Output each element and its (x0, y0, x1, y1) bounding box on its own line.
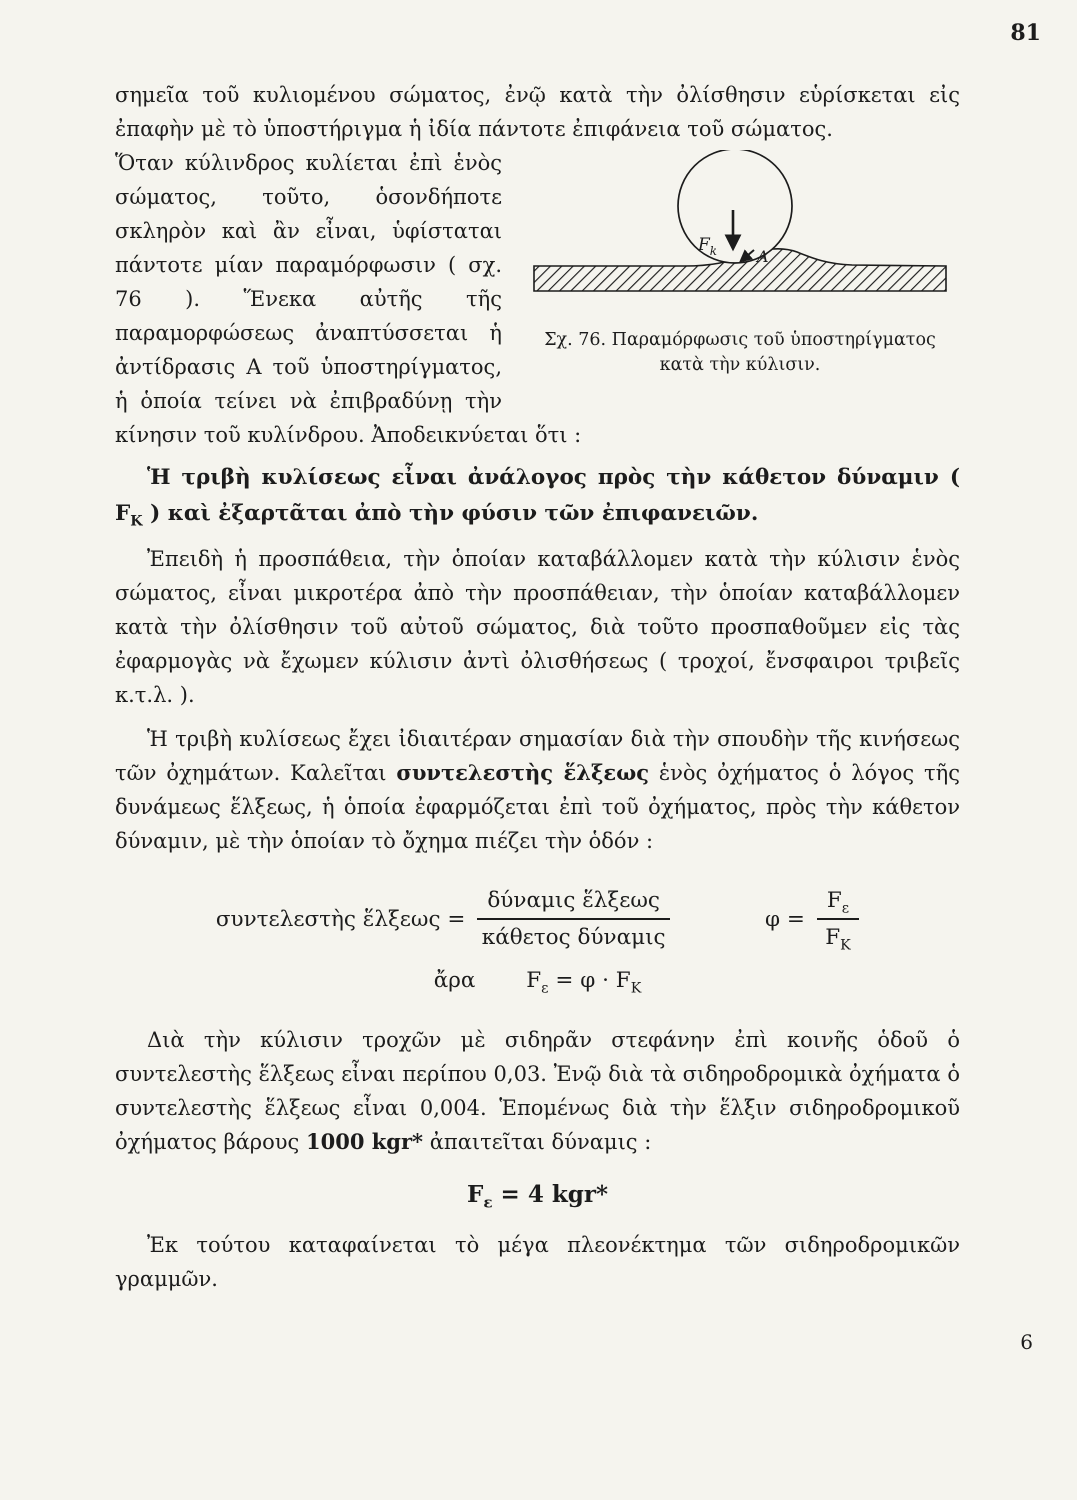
figure-76-drawing (530, 150, 950, 318)
result-equation: $F_\varepsilon = 4$ kgr* (466, 1181, 609, 1212)
subscript-epsilon: ε (541, 980, 549, 997)
paragraph-intro: σημεῖα τοῦ κυλιομένου σώματος, ἐνῷ κατὰ τὴν ὀλίσθησιν εὑρίσκεται εἰς ἐπαφὴν μὲ τὸ ὑποστήριγμα ἡ ἰδία πάντοτε ἐπιφάνεια τοῦ σώματος. (115, 83, 960, 141)
fe-equation: $F_\varepsilon = \varphi \cdot F_K$ (526, 968, 642, 997)
paragraph-traction: Ἡ τριβὴ κυλίσεως ἔχει ἰδιαιτέραν σημασίαν διὰ τὴν σπουδὴν τῆς κινήσεως τῶν ὀχημάτων. Καλεῖται συντελεστὴς ἕλξεως ἑνὸς ὀχήματος ὁ λόγος τῆς δυνάμεως ἕλξεως, ἡ ὁποία ἐφαρμόζεται ἐπὶ τοῦ ὀχήματος, πρὸς τὴν κάθετον δύναμιν, μὲ τὴν ὁποίαν τὸ ὄχημα πιέζει τὴν ὁδόν : (115, 727, 960, 853)
subscript-kappa: Κ (130, 513, 143, 530)
subscript-kappa: Κ (630, 980, 642, 997)
force-label-fk: $F_k$ (698, 235, 718, 258)
cylinder-circle (678, 150, 792, 263)
traction-coefficient-formula (115, 888, 960, 954)
figure-76 (520, 150, 960, 378)
subscript-kappa: Κ (840, 937, 851, 954)
phi-definition: φ = $\frac{F_\varepsilon}{F_K}$ (765, 888, 859, 950)
contact-label-a: A (757, 247, 769, 266)
subscript-epsilon: ε (841, 900, 850, 917)
law-statement: Ἡ τριβὴ κυλίσεως εἶναι ἀνάλογος πρὸς τὴν κάθετον δύναμιν ( $F_K$ ) καὶ ἐξαρτᾶται ἀπὸ τὴν φύσιν τῶν ἐπιφανειῶν. (115, 465, 960, 530)
rolling-section (115, 146, 960, 452)
phi-fraction: $\frac{F_\varepsilon}{F_K}$ (817, 888, 859, 950)
formula-lhs: συντελεστὴς ἕλξεως = $\frac{\text{δύναμις ἕλξεως}}{\text{κάθετος δύναμις}}$ (216, 888, 670, 950)
term-traction-coefficient: συντελεστὴς ἕλξεως (396, 760, 649, 785)
paragraph-final: Ἐκ τούτου καταφαίνεται τὸ μέγα πλεονέκτημα τῶν σιδηροδρομικῶν γραμμῶν. (115, 1233, 960, 1291)
paragraph-effort: Ἐπειδὴ ἡ προσπάθεια, τὴν ὁποίαν καταβάλλομεν κατὰ τὴν κύλισιν ἑνὸς σώματος, εἶναι μικροτέρα ἀπὸ τὴν προσπάθειαν, τὴν ὁποίαν καταβάλλομεν κατὰ τὴν ὀλίσθησιν τοῦ αὐτοῦ σώματος, διὰ τοῦτο προσπαθοῦμεν εἰς τὰς ἐφαρμογὰς νὰ ἔχωμεν κύλισιν ἀντὶ ὀλισθήσεως ( τροχοί, ἔνσφαιροι τριβεῖς κ.τ.λ. ). (115, 547, 960, 707)
weight-value: 1000 kgr* (306, 1129, 424, 1154)
page-number: 81 (1010, 20, 1041, 46)
consequence-equation: ἄρα $F_\varepsilon = \varphi \cdot F_K$ (433, 968, 642, 997)
paragraph-values: Διὰ τὴν κύλισιν τροχῶν μὲ σιδηρᾶν στεφάνην ἐπὶ κοινῆς ὁδοῦ ὁ συντελεστὴς ἕλξεως εἶναι περίπου 0,03. Ἐνῷ διὰ τὰ σιδηροδρομικὰ ὀχήματα ὁ συντελεστὴς ἕλξεως εἶναι 0,004. Ἑπομένως διὰ τὴν ἕλξιν σιδηροδρομικοῦ ὀχήματος βάρους 1000 kgr* ἀπαιτεῖται δύναμις : (115, 1028, 960, 1154)
paragraph-rolling: Ὅταν κύλινδρος κυλίεται ἐπὶ ἑνὸς σώματος, τοῦτο, ὁσονδήποτε σκληρὸν καὶ ἂν εἶναι, ὑφίσταται πάντοτε μίαν παραμόρφωσιν ( σχ. 76 ). Ἕνεκα αὐτῆς τῆς παραμορφώσεως ἀναπτύσσεται ἡ ἀντίδρασις Α τοῦ ὑποστηρίγματος, ἡ ὁποία τείνει νὰ ἐπιβραδύνῃ τὴν κίνησιν τοῦ κυλίνδρου. Ἀποδεικνύεται ὅτι : (115, 151, 582, 447)
force-ratio-fraction: $\frac{\text{δύναμις ἕλξεως}}{\text{κάθετος δύναμις}}$ (477, 888, 670, 950)
signature-mark: 6 (1020, 1330, 1033, 1354)
subscript-epsilon: ε (483, 1193, 493, 1212)
figure-caption: Σχ. 76. Παραμόρφωσις τοῦ ὑποστηρίγματος κατὰ τὴν κύλισιν. (544, 330, 936, 375)
